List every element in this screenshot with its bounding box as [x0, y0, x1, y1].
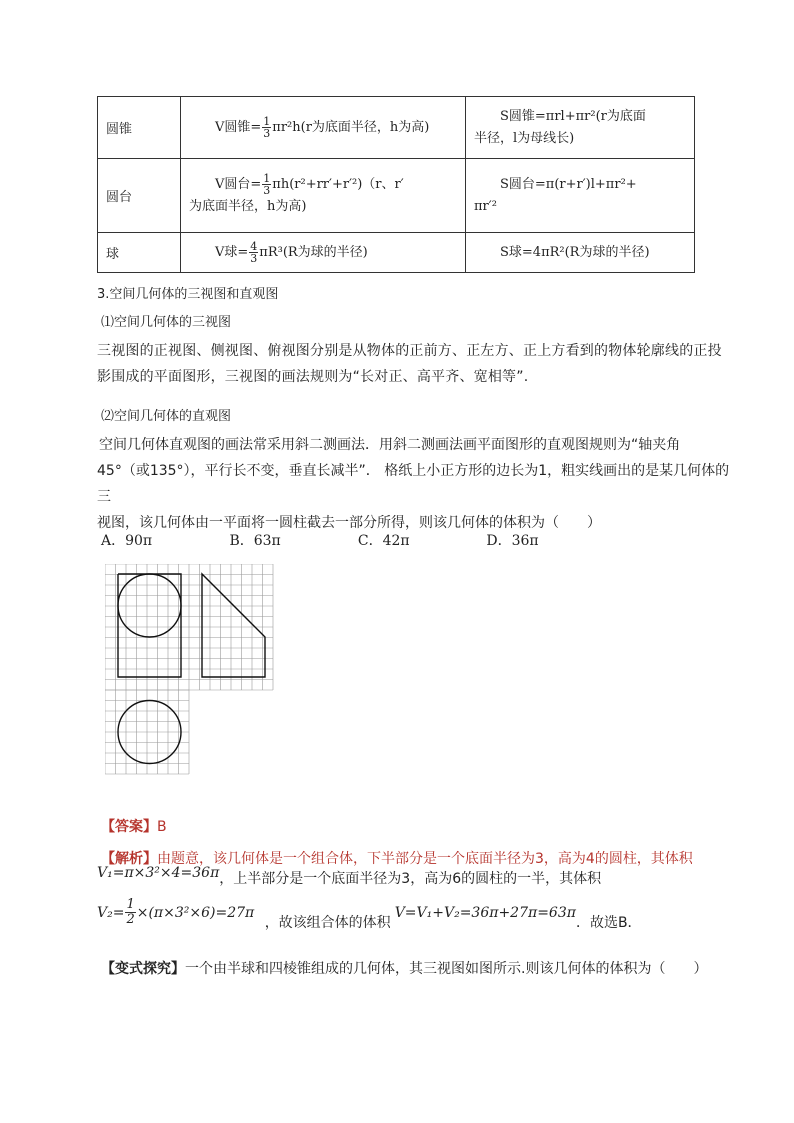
analysis-line-3: V₂= $\frac{1}{2}$ ×(π×3²×6)=27π ，故该组合体的体积V=V₁+V₂=36π+27π=63π．故选B．	[97, 897, 642, 931]
choice-b: B．63π	[229, 533, 281, 549]
fraction: $\frac{1}{3}$	[263, 172, 271, 197]
table-cell-name: 圆台	[98, 159, 181, 233]
table-cell-surface	[466, 233, 695, 273]
analysis-line-1: 【解析】由题意，该几何体是一个组合体，下半部分是一个底面半径为3，高为4的圆柱，其体积	[101, 851, 693, 867]
front-view-outline	[118, 574, 181, 677]
surface-line: πr′²	[474, 198, 497, 214]
volume-prefix: V圆台=	[215, 177, 262, 192]
table-cell-surface	[466, 159, 695, 233]
fraction: $\frac{1}{3}$	[263, 115, 271, 140]
table-cell-volume	[181, 97, 466, 159]
surface-line: S圆台=π(r+r′)l+πr²+	[500, 176, 637, 192]
choice-c: C．42π	[357, 533, 410, 549]
fraction: $\frac{4}{3}$	[250, 240, 258, 265]
analysis-label: 【解析】	[101, 851, 157, 867]
volume-line: 为底面半径，h为高)	[189, 199, 307, 214]
table-cell-volume	[181, 159, 466, 233]
volume-prefix: V球=	[215, 245, 249, 260]
answer-line	[101, 814, 721, 840]
answer-label: 【答案】	[101, 819, 157, 835]
grid-lines	[105, 564, 273, 774]
side-view	[202, 574, 265, 677]
volume-formula: πh(r²+rr′+r′²)（r、r′	[272, 177, 404, 192]
paragraph: 空间几何体直观图的画法常采用斜二测画法．用斜二测画法画平面图形的直观图规则为“轴夹角 45°（或135°），平行长不变，垂直长减半”． 格纸上小正方形的边长为1，粗实线画出的是某几何体的三 视图，该几何体由一平面将一圆柱截去一部分所得，则该几何体的体积为（ ）	[97, 437, 730, 531]
table-cell-name: 球	[98, 233, 181, 273]
formula-table	[97, 96, 695, 273]
analysis-line-2: V₁=π×3²×4=36π，上半部分是一个底面半径为3，高为6的圆柱的一半，其体积	[97, 865, 602, 887]
choice-d: D．36π	[486, 533, 539, 549]
volume-formula: πr²h(r为底面半径，h为高)	[272, 120, 430, 135]
volume-formula: πR³(R为球的半径)	[259, 245, 368, 260]
three-view-figure	[105, 564, 280, 776]
choice-a: A．90π	[101, 533, 153, 549]
table-cell-name: 圆锥	[98, 97, 181, 159]
answer-value: B	[157, 819, 167, 835]
surface-line: 半径，l为母线长)	[474, 130, 575, 146]
paragraph: 三视图的正视图、侧视图、俯视图分别是从物体的正前方、正左方、正上方看到的物体轮廓线的正投 影围成的平面图形，三视图的画法规则为“长对正、高平齐、宽相等”.	[97, 343, 722, 385]
section-title: 3.空间几何体的三视图和直观图	[97, 287, 279, 302]
variant-line: 【变式探究】一个由半球和四棱锥组成的几何体，其三视图如图所示.则该几何体的体积为（ ）	[101, 961, 708, 977]
front-view-circle	[118, 574, 181, 637]
table-row	[98, 233, 695, 273]
table-cell-surface	[466, 97, 695, 159]
subsection-title: ⑵空间几何体的直观图	[101, 409, 232, 424]
surface-line: S球=4πR²(R为球的半径)	[500, 244, 650, 260]
table-cell-volume	[181, 233, 466, 273]
table-row	[98, 97, 695, 159]
front-view	[118, 574, 181, 677]
volume-prefix: V圆锥=	[215, 120, 262, 135]
answer-choices	[101, 530, 610, 550]
formula-v1: V₁=π×3²×4=36π	[97, 865, 220, 881]
side-view-outline	[202, 574, 265, 677]
variant-label: 【变式探究】	[101, 961, 185, 977]
subsection-title: ⑴空间几何体的三视图	[101, 315, 232, 330]
surface-line: S圆锥=πrl+πr²(r为底面	[500, 108, 646, 124]
formula-v2: V₂= $\frac{1}{2}$ ×(π×3²×6)=27π	[97, 897, 255, 927]
formula-v-total: V=V₁+V₂=36π+27π=63π	[394, 904, 576, 921]
table-row	[98, 159, 695, 233]
